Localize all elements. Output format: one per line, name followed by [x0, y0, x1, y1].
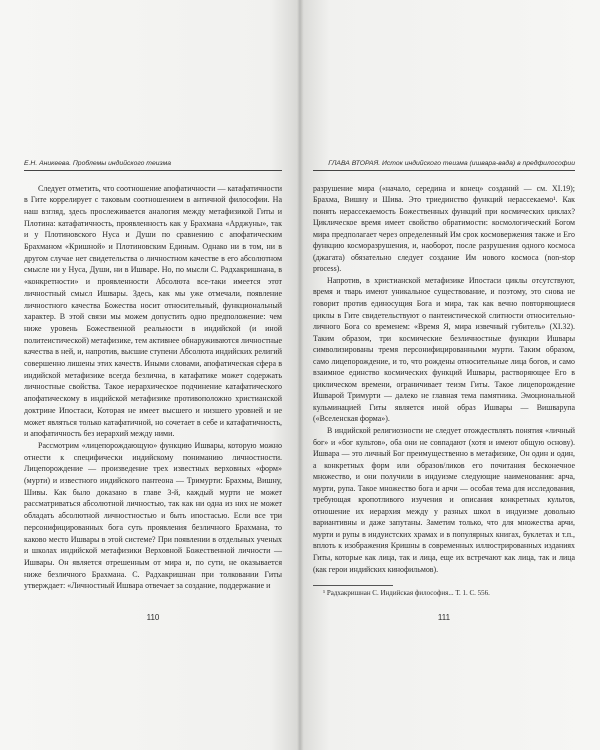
- footnote: ¹ Радхакришнан С. Индийская философия... Т. 1. С. 556.: [323, 589, 490, 598]
- footnote-divider: [313, 585, 393, 586]
- paragraph: Следует отметить, что соотношение апофатичности — катафатичности в Гите коррелирует с таковым соотношением в античной философии. На наш взгляд, здесь прослеживается аналогия между метафизикой Гиты и Плотина: катафатичность, проявленность как у Брахмана «Арджуны», так и у Плотиновского Нуса и Души по сравнению с апофатическим Брахманом «Кришной» и Плотиновским Единым. Однако ни в том, ни в другом случае нет свидетельства о личностном качестве в его абсолютном смысле ни у Нуса, Души, ни в Ишваре. Но, по мысли С. Радхакришнана, в «конкретности» и проявленности Абсолюта все-таки имеется этот личностный смысл Ишвары. Здесь, как мы уже отмечали, появление личностного качества Божества носит относительный, функциональный характер. В этой связи мы можем допустить одно предположение: чем ниже уровень Божественной реальности в индийской (и иной политеистической) метафизике, тем активнее обнаруживаются личностные качества в ней, и, напротив, высшие ступени Абсолюта индийских религий совершенно лишены этих качеств. Иными словами, апофатическая сфера в индийской метафизике всегда безлична, в катафатике может содержать личностные свойства. Такое иерархическое подчинение катафатического апофатическому в индийской метафизике противоположно христианской доктрине Ипостаси, Которая не имеет высшего и низшего уровней и не может являться только катафатичной, но сочетает в себе и катафатичность, и апофатичность без иерархий между ними.: [24, 183, 282, 439]
- paragraph: В индийской религиозности не следует отождествлять понятия «личный бог» и «бог культов», оба они не совпадают (хотя и имеют общую основу). Ишвара — это личный Бог преимущественно в метафизике, Он один и один, а конкретных форм или образов/ликов его почитания бесконечное множество, и они получили в индуизме следующие наименования: арча, мурти, рупа. Такое множество бога и арчи — особая тема для исследования, требующая кропотливого изучения и описания конкретных культов, отношение их иерархия между у разных школ в индуизме довольно вариантивны и даже запутаны. Заметим только, что для множества арчи, мурти и рупы в индуистских храмах и в популярных книгах, буклетах и т.п., вплоть к изображения Кришны в современных иллюстрированных изданиях Гиты, которые как лица, так и лица, еще их встречают как лица, так и лица (как герои индийских кинофильмов).: [313, 425, 575, 574]
- paragraph: Рассмотрим «лицепорождающую» функцию Ишвары, которую можно отнести к специфически индийскому пониманию личностности. Лицепорождение — произведение трех известных верховных «форм» (мурти) и известного индийского пантеона — Тримурти: Брахмы, Вишну, Шивы. Как было доказано в главе 3-й, каждый мурти не может рассматриваться абсолютной личностью, так как ни одна из них не может обладать абсолютной личностностью и быть ипостасью. Если все три персонифицированных бога суть проявления безличного Брахмана, то каково место Ишвары в этой системе? При появлении в отдельных ученых и школах индийской метафизики Верховной Божественной личности — Ишвары. Он является отрешенным от мира и, по сути, не оказывается ниже безличного Брахмана. С. Радхакришнан при толковании Гиты утверждает: «Личностный Ишвара отвечает за создание, поддержание и: [24, 440, 282, 591]
- running-head-right: ГЛАВА ВТОРАЯ. Исток индийского теизма (ишвара-вада) в предфилософии: [313, 160, 575, 171]
- left-page: [24, 160, 282, 622]
- page-number-right: 111: [437, 613, 451, 622]
- running-head-left: Е.Н. Аникеева. Проблемы индийского теизма: [24, 160, 282, 171]
- right-page: [313, 160, 575, 622]
- right-page-body: [313, 183, 575, 576]
- left-page-body: [24, 183, 282, 593]
- page-number-left: 110: [146, 613, 160, 622]
- paragraph: разрушение мира («начало, середина и конец» созданий — см. XI.19); Брахма, Вишну и Шива. Это триединство функций нерассекаемо¹. Как понять нерассекаемость Божественных функций при космических циклах? Циклическое время имеет свойство обратимости: космологический Богом мира предполагает через определенный Им срок космовержения также и Его функцию косморазрушения, и, наоборот, после разрушения одного космоса (джагата) обязательно следует создание Им нового космоса (non-stop process).: [313, 183, 575, 274]
- paragraph: Напротив, в христианской метафизике Ипостаси циклы отсутствуют, время и тварь имеют уникальное существование, и поэтому, это снова не говорит против единосущия Бога и мира, так как вечно повторяющиеся циклы в Гите свидетельствуют о пантеистической слитности относительно-личного Бога со временем: «Время Я, мира извечный губитель» (XI.32). Таким образом, три космические безличностные функции Ишвары символизированы тремя персонифицированными мурти. Таким образом, само лицепорождение, и то, что рождены относительные лица богов, и само взаимное единство космических функций Ишвары, растворяющее Его в циклическом времени, ограничивает теизм Гиты. Такое лицепорождение Ишварой Тримурти — далеко не главная тема памятника. Эмоциональной кульминацией Гиты является иной образ Ишвары — Вишварупа («Вселенская форма»).: [313, 275, 575, 424]
